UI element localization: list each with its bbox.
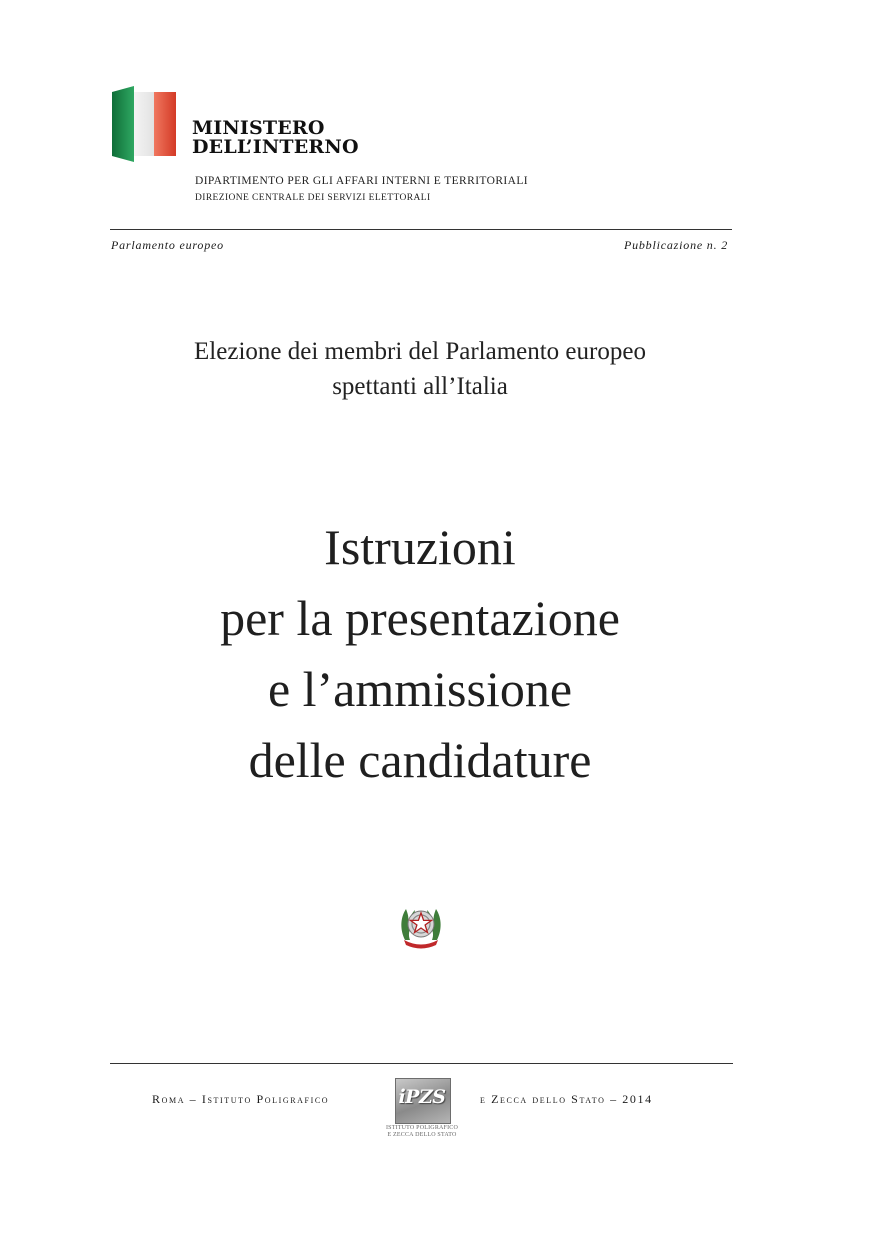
ministry-name-line2: DELL’INTERNO: [192, 136, 359, 158]
ipzs-caption-line2: E ZECCA DELLO STATO: [387, 1132, 457, 1138]
bottom-divider: [110, 1063, 733, 1064]
title-line3: e l’ammissione: [267, 661, 573, 717]
title-line4: delle candidature: [248, 732, 592, 788]
title-line2: per la presentazione: [220, 590, 620, 646]
ministry-name: [192, 119, 359, 157]
ipzs-logo: [382, 1078, 462, 1144]
title-line1: Istruzioni: [324, 519, 516, 575]
ministry-name-line1: MINISTERO: [192, 117, 325, 139]
top-divider: [110, 229, 732, 230]
document-title: [0, 512, 840, 796]
document-subtitle: [0, 334, 840, 404]
ipzs-logo-caption: [382, 1125, 462, 1139]
ministry-flag-logo-icon: [110, 86, 178, 164]
ipzs-logo-text: iPZS: [398, 1086, 446, 1108]
italian-republic-emblem-icon: [398, 900, 444, 950]
ipzs-caption-line1: ISTITUTO POLIGRAFICO: [385, 1125, 459, 1131]
subtitle-line1: Elezione dei membri del Parlamento europeo: [194, 338, 646, 365]
directorate-name: DIREZIONE CENTRALE DEI SERVIZI ELETTORALI: [195, 193, 431, 203]
subtitle-line2: spettanti all’Italia: [332, 373, 508, 400]
footer-publisher-left: Roma – Istituto Poligrafico: [152, 1092, 330, 1106]
series-label: Parlamento europeo: [111, 238, 224, 252]
footer-publisher-right: e Zecca dello Stato – 2014: [480, 1092, 653, 1106]
department-name: DIPARTIMENTO PER GLI AFFARI INTERNI E TERRITORIALI: [195, 175, 529, 187]
publication-number: Pubblicazione n. 2: [623, 238, 728, 252]
